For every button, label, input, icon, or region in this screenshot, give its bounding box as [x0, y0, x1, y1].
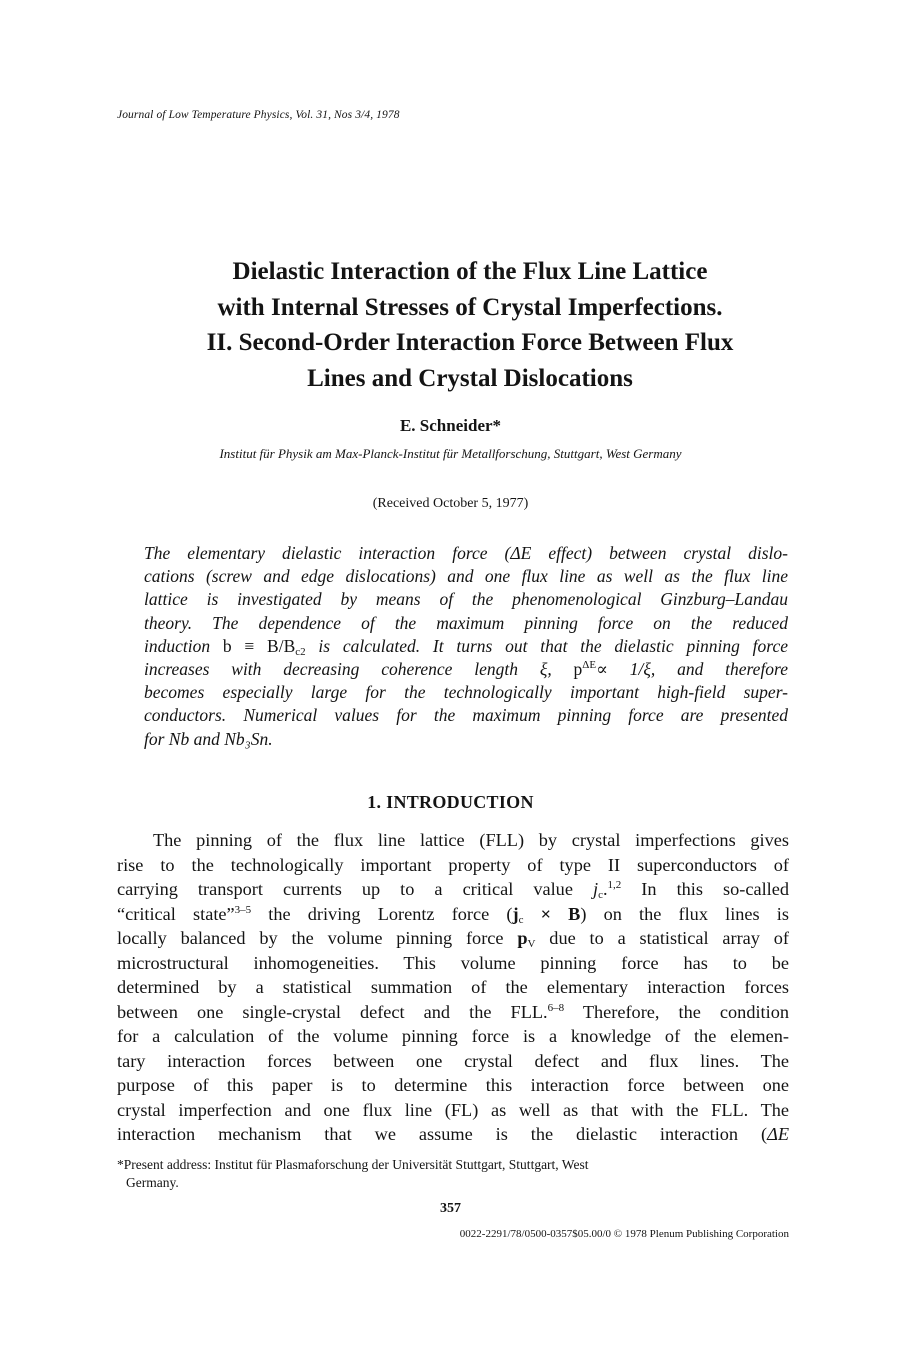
title-line: II. Second-Order Interaction Force Between Flux — [206, 329, 734, 356]
abstract-line: lattice is investigated by means of the phenomenological Ginzburg–Landau — [144, 589, 788, 610]
abstract — [144, 542, 788, 751]
body-text-run: locally balanced by the volume pinning force — [117, 928, 518, 948]
abstract-line — [144, 658, 788, 681]
footnote-line: *Present address: Institut für Plasmaforschung der Universität Stuttgart, Stuttgart, West — [117, 1157, 589, 1172]
body-text — [117, 828, 789, 1147]
title-line: Lines and Crystal Dislocations — [307, 364, 633, 392]
body-line: rise to the technologically important property of type II superconductors of — [117, 854, 789, 875]
body-line: The pinning of the flux line lattice (FLL) by crystal imperfections gives — [153, 830, 789, 850]
body-text-run: carrying transport currents up to a critical value — [117, 879, 593, 899]
proportional-symbol: ∝ — [596, 659, 608, 680]
body-line: for a calculation of the volume pinning force is a knowledge of the elemen- — [117, 1026, 789, 1046]
body-line — [117, 1000, 789, 1025]
title-line: Dielastic Interaction of the Flux Line Lattice — [232, 258, 708, 285]
body-line — [117, 926, 789, 951]
delta-e-symbol: ΔE — [767, 1124, 789, 1144]
current-vector-subscript: c — [518, 913, 524, 926]
citation: 3–5 — [234, 903, 252, 916]
received-date: (Received October 5, 1977) — [372, 496, 529, 511]
body-text-run: due to a statistical array of — [535, 928, 789, 948]
body-line — [117, 877, 789, 902]
field-vector-symbol: × B — [523, 903, 581, 924]
journal-header: Journal of Low Temperature Physics, Vol. 31, Nos 3/4, 1978 — [117, 109, 400, 121]
pinning-symbol: p — [573, 659, 583, 680]
body-line: microstructural inhomogeneities. This volume pinning force has to be — [117, 952, 789, 973]
author-affiliation: Institut für Physik am Max-Planck-Institut für Metallforschung, Stuttgart, West Germany — [219, 446, 682, 461]
abstract-text: is calculated. It turns out that the dielastic pinning force — [305, 635, 788, 656]
pinning-force-symbol: p — [517, 928, 528, 948]
induction-formula: b ≡ B/B — [222, 635, 296, 656]
abstract-text: increases with decreasing coherence length ξ, — [144, 659, 574, 680]
body-line: tary interaction forces between one crystal defect and flux lines. The — [117, 1050, 789, 1071]
paper-title — [100, 254, 840, 396]
body-line — [117, 902, 789, 927]
abstract-line: theory. The dependence of the maximum pinning force on the reduced — [144, 612, 788, 633]
section-heading: 1. INTRODUCTION — [367, 792, 534, 812]
footnote — [117, 1156, 789, 1192]
title-line: with Internal Stresses of Crystal Imperfections. — [217, 293, 723, 321]
page-number: 357 — [440, 1201, 461, 1216]
body-line: purpose of this paper is to determine this interaction force between one — [117, 1075, 789, 1095]
body-text-run: between one single-crystal defect and the FLL. — [117, 1001, 548, 1022]
copyright-line: 0022-2291/78/0500-0357$05.00/0 © 1978 Plenum Publishing Corporation — [459, 1228, 789, 1240]
abstract-text: induction — [144, 635, 223, 656]
abstract-line: The elementary dielastic interaction force (ΔE effect) between crystal dislo- — [144, 543, 788, 563]
body-text-run: interaction mechanism that we assume is the dielastic interaction ( — [117, 1124, 768, 1144]
abstract-line: becomes especially large for the technologically important high-field super- — [144, 682, 788, 703]
footnote-line: Germany. — [126, 1175, 179, 1190]
body-line: crystal imperfection and one flux line (FL) as well as that with the FLL. The — [117, 1099, 789, 1120]
body-text-run: . — [602, 879, 608, 899]
body-text-run: In this so-called — [621, 879, 789, 899]
current-vector-symbol: j — [512, 903, 519, 924]
pinning-force-subscript: V — [527, 938, 536, 950]
body-text-run: ) on the flux lines is — [580, 903, 789, 924]
citation: 6–8 — [547, 1001, 565, 1014]
body-line: determined by a statistical summation of the elementary interaction forces — [117, 977, 789, 997]
critical-current-subscript: c — [598, 889, 603, 901]
abstract-line: for Nb and Nb₃Sn. — [144, 728, 273, 749]
critical-current-symbol: j — [592, 879, 599, 899]
induction-subscript: c2 — [295, 645, 306, 658]
citation: 1,2 — [607, 879, 622, 891]
body-text-run: the driving Lorentz force ( — [251, 903, 513, 924]
body-text-run: Therefore, the condition — [564, 1001, 789, 1022]
abstract-line — [144, 635, 788, 658]
abstract-text: 1/ξ, and therefore — [607, 659, 788, 680]
abstract-line: cations (screw and edge dislocations) and one flux line as well as the flux line — [144, 566, 788, 587]
pinning-superscript: ΔE — [582, 659, 597, 672]
abstract-line: conductors. Numerical values for the maximum pinning force are presented — [144, 705, 788, 726]
body-text-run: “critical state” — [117, 903, 235, 924]
body-line — [117, 1122, 789, 1147]
author-name: E. Schneider* — [399, 416, 502, 435]
